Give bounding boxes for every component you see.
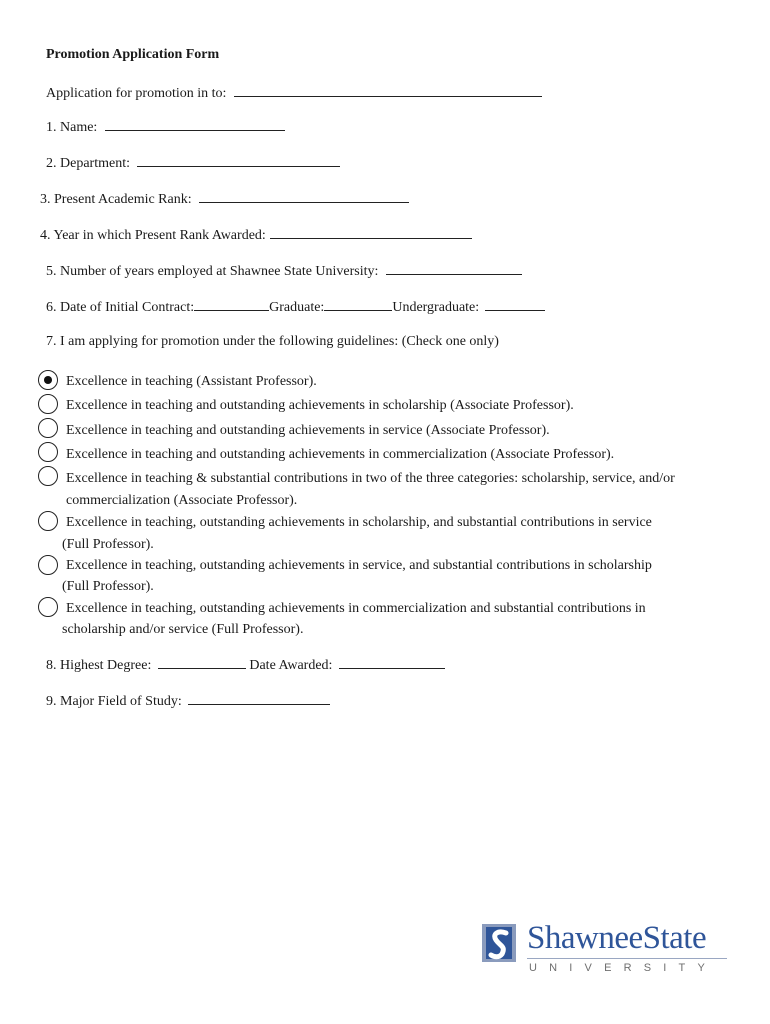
years-employed-blank[interactable] [386, 262, 522, 275]
logo-name: ShawneeState [527, 920, 707, 956]
option-text-continued: scholarship and/or service (Full Professor). [62, 622, 304, 637]
undergraduate-blank[interactable] [485, 298, 545, 311]
major-field[interactable] [46, 692, 330, 710]
radio-button[interactable] [38, 370, 58, 390]
application-for-blank[interactable] [234, 84, 542, 97]
option-text: Excellence in teaching, outstanding achievements in commercialization and substantial contributions in [66, 601, 646, 616]
initial-contract-label: 6. Date of Initial Contract: [46, 300, 195, 315]
radio-button[interactable] [38, 394, 58, 414]
academic-rank-label: 3. Present Academic Rank: [40, 192, 192, 207]
radio-button[interactable] [38, 511, 58, 531]
rank-year-label: 4. Year in which Present Rank Awarded: [40, 228, 266, 243]
option-text-continued: (Full Professor). [62, 579, 154, 594]
radio-button[interactable] [38, 555, 58, 575]
option-text-continued: (Full Professor). [62, 537, 154, 552]
name-blank[interactable] [105, 118, 285, 131]
university-logo [482, 922, 732, 982]
form-title: Promotion Application Form [46, 47, 220, 62]
date-awarded-blank[interactable] [339, 656, 445, 669]
rank-year-field[interactable] [40, 226, 472, 244]
name-label: 1. Name: [46, 120, 98, 135]
option-text: Excellence in teaching and outstanding achievements in scholarship (Associate Professor). [66, 398, 574, 413]
option-text: Excellence in teaching and outstanding achievements in service (Associate Professor). [66, 423, 550, 438]
name-field[interactable] [46, 118, 285, 136]
option-text: Excellence in teaching (Assistant Professor). [66, 374, 317, 389]
graduate-label: Graduate: [269, 300, 325, 315]
option-text: Excellence in teaching, outstanding achievements in service, and substantial contributions in scholarship [66, 558, 652, 573]
highest-degree-label: 8. Highest Degree: [46, 658, 152, 673]
academic-rank-field[interactable] [40, 190, 409, 208]
guidelines-question: 7. I am applying for promotion under the following guidelines: (Check one only) [46, 334, 499, 349]
initial-contract-field[interactable] [46, 298, 545, 316]
logo-mark-icon [482, 924, 518, 964]
highest-degree-blank[interactable] [158, 656, 246, 669]
department-field[interactable] [46, 154, 340, 172]
graduate-blank[interactable] [324, 298, 392, 311]
academic-rank-blank[interactable] [199, 190, 409, 203]
option-text: Excellence in teaching and outstanding achievements in commercialization (Associate Professor). [66, 447, 615, 462]
major-field-label: 9. Major Field of Study: [46, 694, 182, 709]
date-awarded-label: Date Awarded: [249, 658, 333, 673]
option-text: Excellence in teaching & substantial contributions in two of the three categories: scholarship, service, and/or [66, 471, 675, 486]
radio-button[interactable] [38, 466, 58, 486]
radio-button[interactable] [38, 597, 58, 617]
radio-button[interactable] [38, 418, 58, 438]
department-label: 2. Department: [46, 156, 130, 171]
radio-button[interactable] [38, 442, 58, 462]
option-text: Excellence in teaching, outstanding achievements in scholarship, and substantial contributions in service [66, 515, 652, 530]
years-employed-label: 5. Number of years employed at Shawnee State University: [46, 264, 379, 279]
logo-subtitle: UNIVERSITY [529, 962, 718, 974]
highest-degree-field[interactable] [46, 656, 445, 674]
rank-year-blank[interactable] [270, 226, 472, 239]
application-for-field[interactable] [46, 84, 542, 102]
initial-contract-blank[interactable] [194, 298, 269, 311]
option-text-continued: commercialization (Associate Professor). [66, 493, 298, 508]
logo-divider [527, 958, 727, 959]
years-employed-field[interactable] [46, 262, 522, 280]
department-blank[interactable] [137, 154, 340, 167]
major-field-blank[interactable] [188, 692, 330, 705]
application-for-label: Application for promotion in to: [46, 86, 227, 101]
undergraduate-label: Undergraduate: [392, 300, 480, 315]
